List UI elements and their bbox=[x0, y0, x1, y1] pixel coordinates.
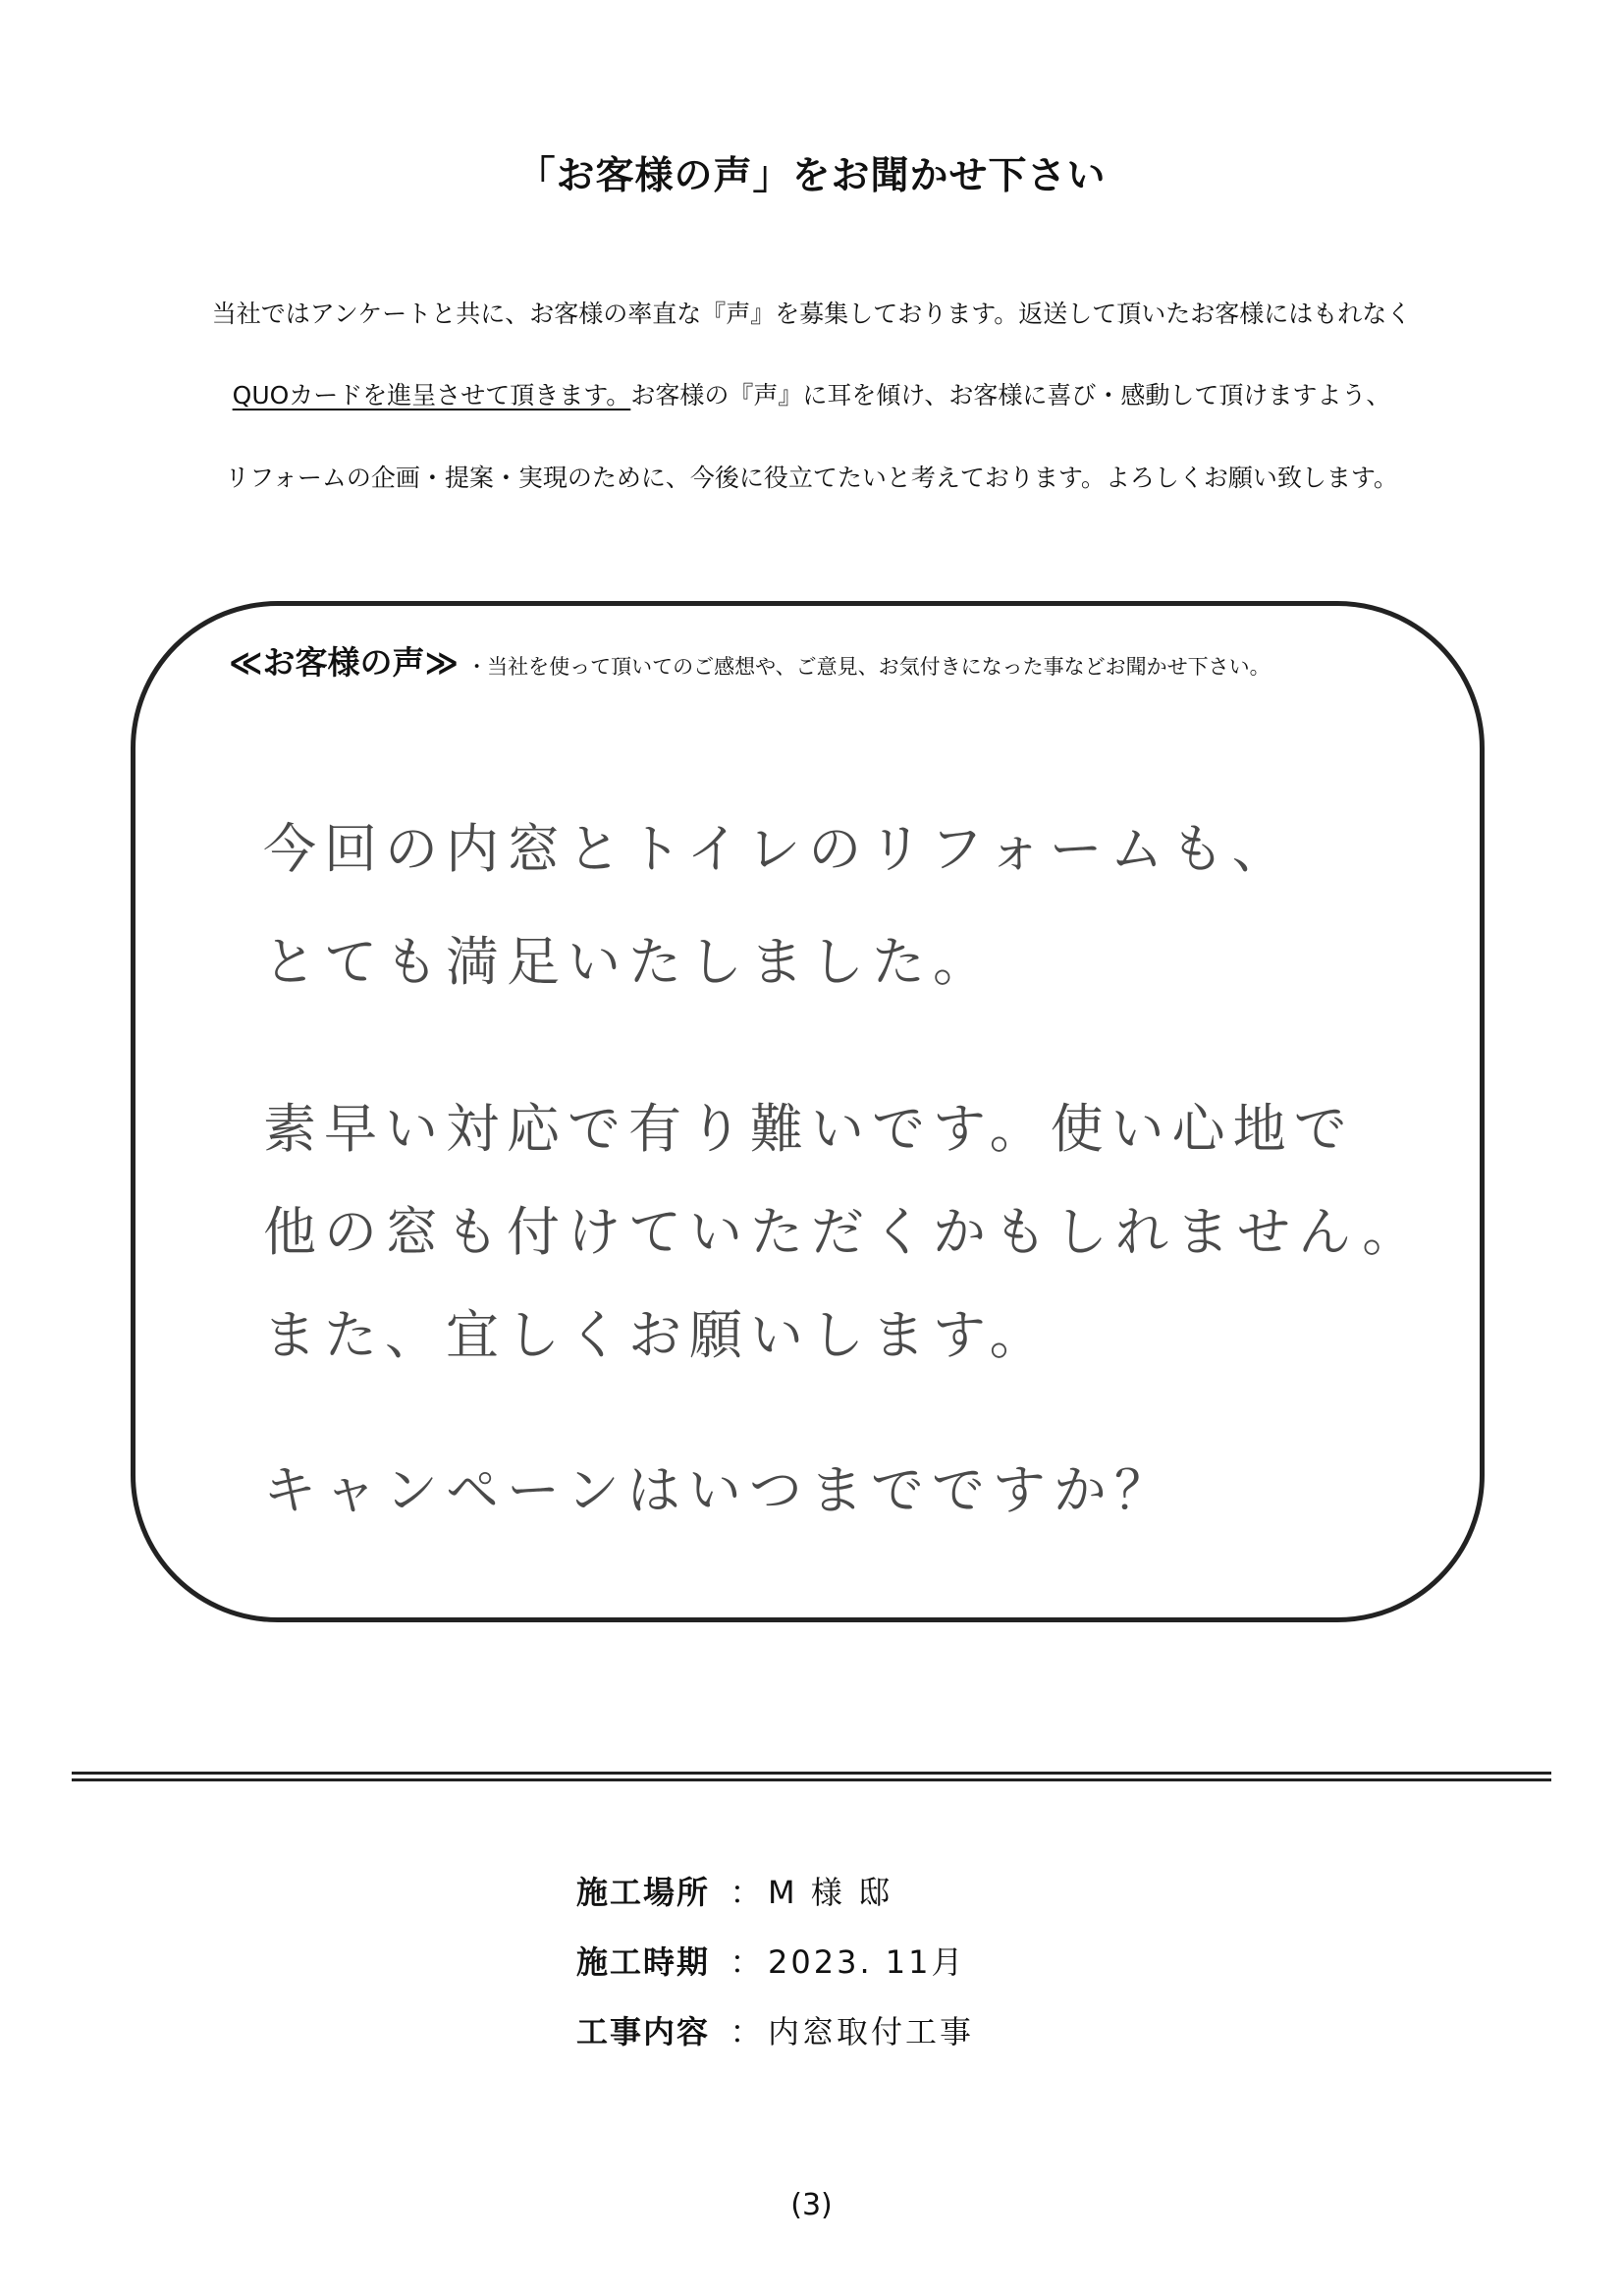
handwritten-line: 素早い対応で有り難いです。使い心地で bbox=[263, 1098, 1355, 1160]
detail-key: 施工時期 bbox=[576, 1943, 711, 1981]
intro-line-2-rest: お客様の『声』に耳を傾け、お客様に喜び・感動して頂けますよう、 bbox=[630, 381, 1391, 410]
detail-separator: ： bbox=[730, 1874, 762, 1911]
voice-box-prompt: ・当社を使って頂いてのご感想や、ご意見、お気付きになった事などお聞かせ下さい。 bbox=[466, 655, 1271, 679]
intro-line-3: リフォームの企画・提案・実現のために、今後に役立てたいと考えております。よろしくお願い致します。 bbox=[225, 464, 1398, 492]
detail-value: 内窓取付工事 bbox=[768, 2013, 975, 2050]
detail-separator: ： bbox=[730, 2013, 762, 2050]
quo-card-offer: QUOカードを進呈させて頂きます。 bbox=[232, 381, 631, 410]
handwritten-line: キャンペーンはいつまでですか？ bbox=[263, 1459, 1175, 1521]
voice-box-header bbox=[229, 637, 1271, 683]
detail-separator: ： bbox=[730, 1943, 762, 1981]
detail-key: 工事内容 bbox=[576, 2013, 711, 2050]
intro-line-2 bbox=[0, 376, 1623, 411]
customer-voice-box bbox=[131, 601, 1485, 1622]
page-title: 「お客様の声」をお聞かせ下さい bbox=[516, 154, 1107, 198]
intro-line-1: 当社ではアンケートと共に、お客様の率直な『声』を募集しております。返送して頂いたお客様にはもれなく bbox=[211, 300, 1412, 328]
detail-location bbox=[576, 1868, 893, 1913]
handwritten-line: 他の窓も付けていただくかもしれません。 bbox=[263, 1201, 1424, 1263]
handwritten-line: 今回の内窓とトイレのリフォームも、 bbox=[263, 818, 1293, 880]
handwritten-line: とても満足いたしました。 bbox=[263, 931, 994, 993]
page-number: (3) bbox=[790, 2188, 833, 2222]
section-divider bbox=[72, 1772, 1551, 1781]
detail-work bbox=[576, 2007, 974, 2052]
handwritten-line: また、宜しくお願いします。 bbox=[263, 1304, 1051, 1366]
detail-value: 2023. 11月 bbox=[768, 1943, 966, 1981]
detail-value: M 様 邸 bbox=[768, 1874, 893, 1911]
voice-box-label: ≪お客様の声≫ bbox=[229, 643, 460, 682]
detail-key: 施工場所 bbox=[576, 1874, 711, 1911]
detail-period bbox=[576, 1938, 966, 1983]
